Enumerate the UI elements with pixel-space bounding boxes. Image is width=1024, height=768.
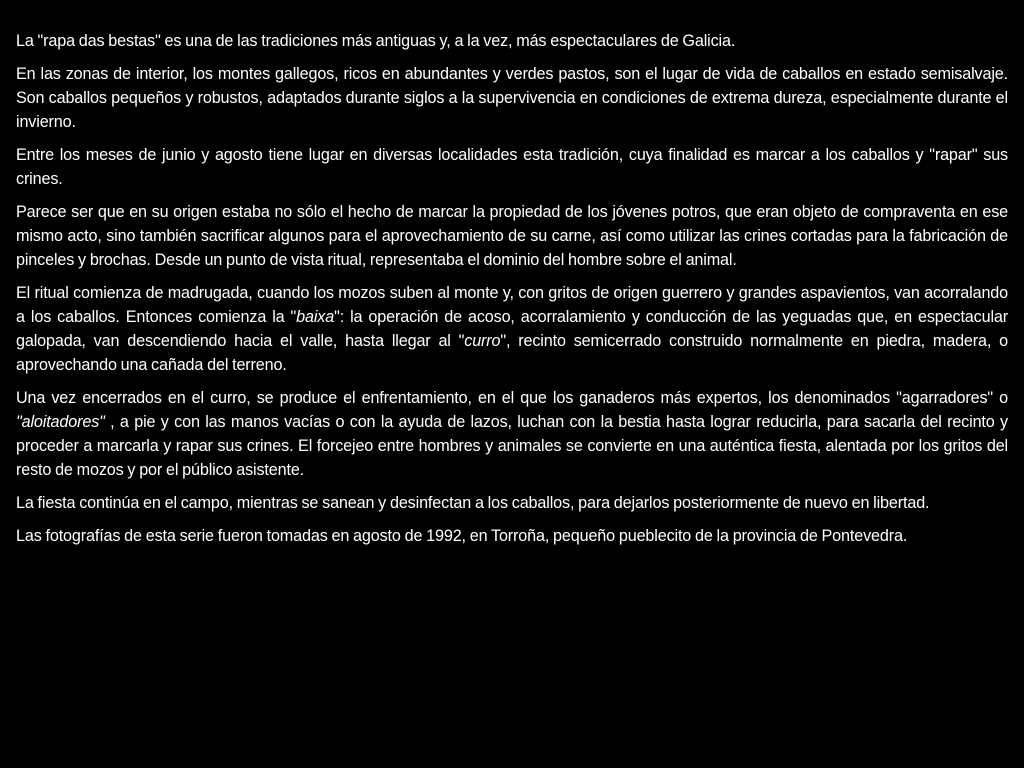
paragraph-photos: Las fotografías de esta serie fueron tomadas en agosto de 1992, en Torroña, pequeño pueblecito de la provincia de Pontevedra. xyxy=(16,527,908,545)
document-body xyxy=(16,29,1008,557)
paragraph-ritual xyxy=(16,281,1008,377)
term-curro: curro xyxy=(464,332,501,350)
ritual-text-start: El ritual comienza de madrugada, cuando los mozos suben al monte y, con gritos de origen guerrero y grandes aspavientos, van acorralando a los caballos. Entonces comienza la " xyxy=(16,284,1008,326)
paragraph-release: La fiesta continúa en el campo, mientras se sanean y desinfectan a los caballos, para dejarlos posteriormente de nuevo en libertad. xyxy=(16,494,930,512)
paragraph-confrontation xyxy=(16,386,1008,482)
paragraph-habitat: En las zonas de interior, los montes gallegos, ricos en abundantes y verdes pastos, son el lugar de vida de caballos en estado semisalvaje. Son caballos pequeños y robustos, adaptados durante siglos a la supervivencia en condiciones de extrema dureza, especialmente durante el invierno. xyxy=(16,65,1008,131)
ritual-text-middle: ": la operación de acoso, acorralamiento y conducción de las yeguadas que, en espectacular galopada, van descendiendo hacia el valle, hasta llegar al " xyxy=(16,308,1008,350)
confrontation-text-end: , a pie y con las manos vacías o con la ayuda de lazos, luchan con la bestia hasta lograr reducirla, para sacarla del recinto y proceder a marcarla y rapar sus crines. El forcejeo entre hombres y animales se convierte en una auténtica fiesta, alentada por los gritos del resto de mozos y por el público asistente. xyxy=(16,413,1008,479)
paragraph-season: Entre los meses de junio y agosto tiene lugar en diversas localidades esta tradición, cuya finalidad es marcar a los caballos y "rapar" sus crines. xyxy=(16,146,1008,188)
paragraph-intro: La "rapa das bestas" es una de las tradiciones más antiguas y, a la vez, más espectaculares de Galicia. xyxy=(16,32,736,50)
confrontation-text-start: Una vez encerrados en el curro, se produce el enfrentamiento, en el que los ganaderos más expertos, los denominados "agarradores" o xyxy=(16,389,1008,407)
term-aloitadores: "aloitadores" xyxy=(16,413,105,431)
ritual-text-end: ", recinto semicerrado construido normalmente en piedra, madera, o aprovechando una cañada del terreno. xyxy=(16,332,1008,374)
paragraph-origin: Parece ser que en su origen estaba no sólo el hecho de marcar la propiedad de los jóvenes potros, que eran objeto de compraventa en ese mismo acto, sino también sacrificar algunos para el aprovechamiento de su carne, así como utilizar las crines cortadas para la fabricación de pinceles y brochas. Desde un punto de vista ritual, representaba el dominio del hombre sobre el animal. xyxy=(16,203,1008,269)
term-baixa: baixa xyxy=(296,308,335,326)
